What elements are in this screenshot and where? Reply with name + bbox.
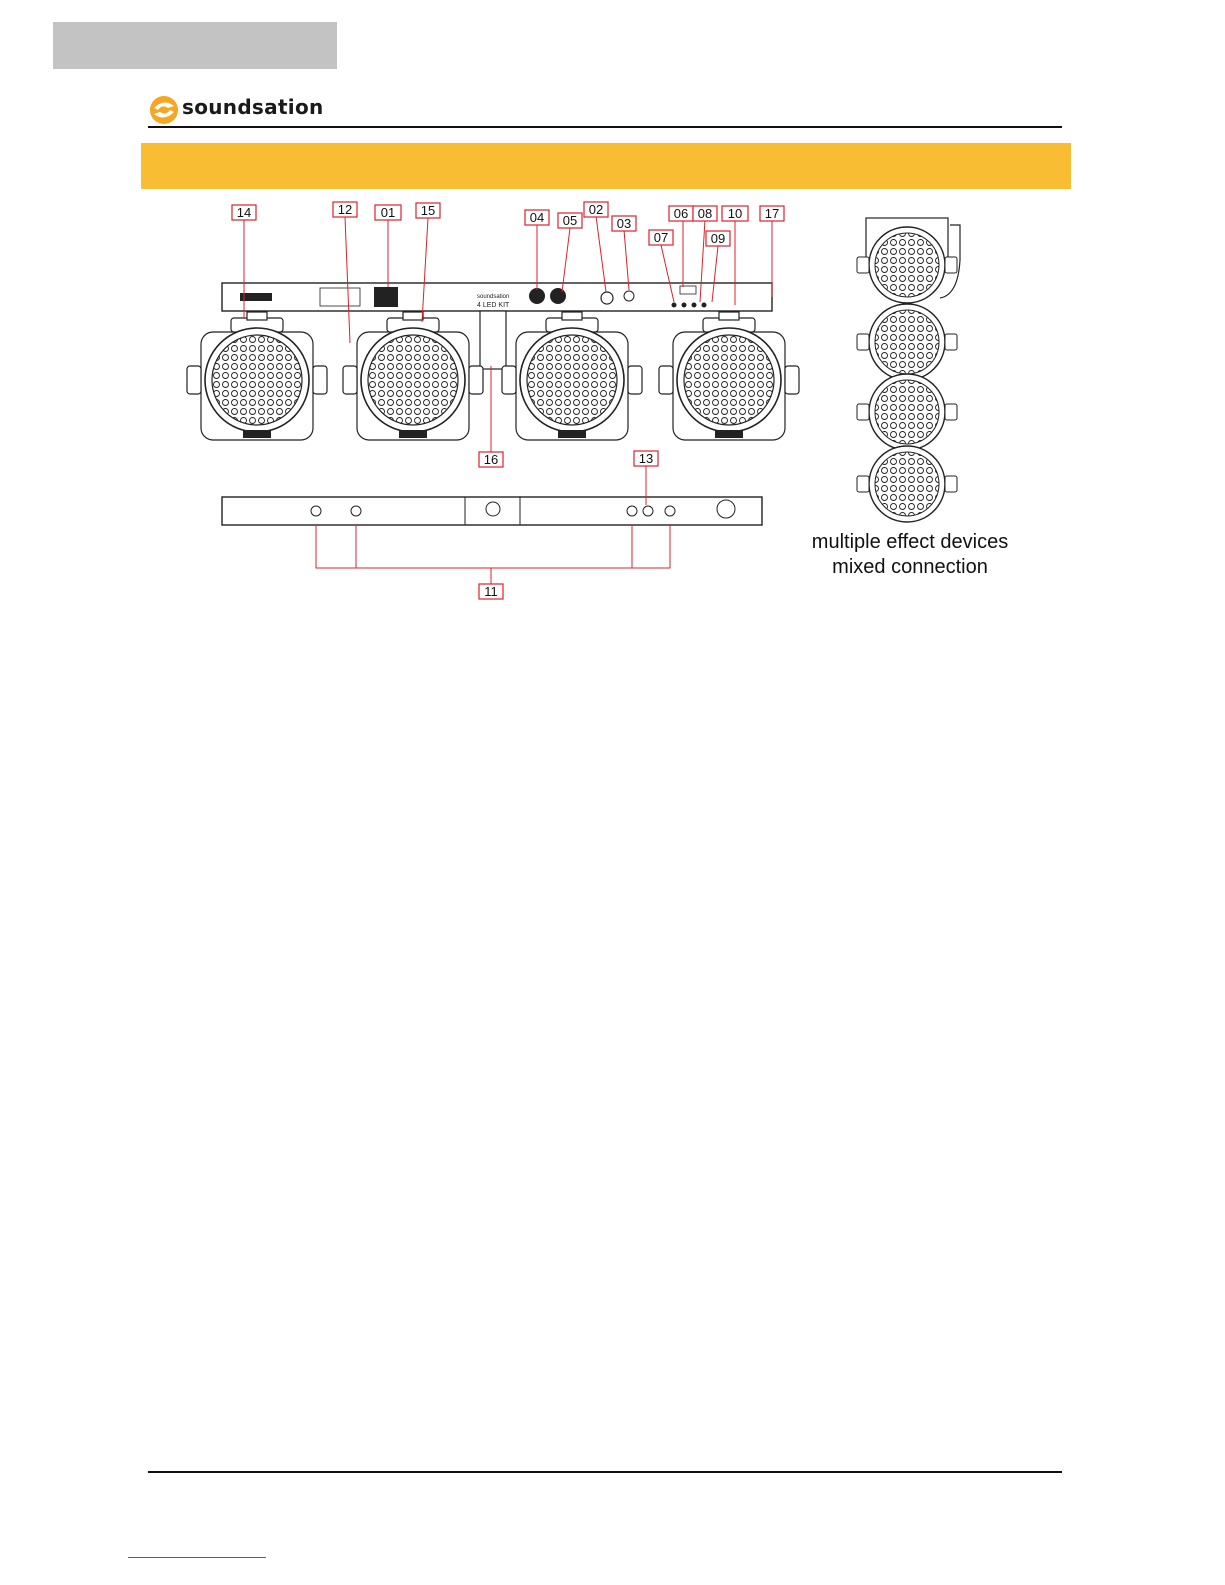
t-bar-bottom-view	[222, 497, 762, 525]
caption-line-1: multiple effect devices	[811, 531, 1009, 553]
callout-06-label: 06	[673, 206, 689, 221]
par-can-2	[343, 312, 483, 440]
callout-02-label: 02	[588, 202, 604, 217]
par-can-1	[187, 312, 327, 440]
callout-05-label: 05	[562, 213, 578, 228]
device-model-text: 4 LED KIT	[477, 302, 510, 309]
callout-03-label: 03	[616, 216, 632, 231]
callout-07-label: 07	[653, 230, 669, 245]
callout-04-label: 04	[529, 210, 545, 225]
stacked-par-cans	[857, 218, 960, 522]
callout-01-label: 01	[380, 205, 396, 220]
device-logo-text: soundsation	[477, 294, 510, 300]
callout-10-label: 10	[727, 206, 743, 221]
callout-17-label: 17	[764, 206, 780, 221]
callout-09-label: 09	[710, 231, 726, 246]
callout-08-label: 08	[697, 206, 713, 221]
footer-rule	[148, 1471, 1062, 1473]
callout-14-label: 14	[236, 205, 252, 220]
callout-11-label: 11	[484, 584, 498, 599]
callout-15-label: 15	[420, 203, 436, 218]
diagram-caption	[790, 530, 1030, 580]
brand-name: soundsation	[182, 95, 324, 119]
center-mount	[480, 311, 506, 369]
par-can-3	[502, 312, 642, 440]
callout-12-label: 12	[337, 202, 353, 217]
par-can-4	[659, 312, 799, 440]
footer-link-underline[interactable]	[128, 1557, 266, 1558]
callout-13-label: 13	[638, 451, 654, 466]
caption-line-2: mixed connection	[832, 556, 988, 578]
t-bar-rear-view	[222, 283, 772, 311]
callout-16-label: 16	[483, 452, 499, 467]
